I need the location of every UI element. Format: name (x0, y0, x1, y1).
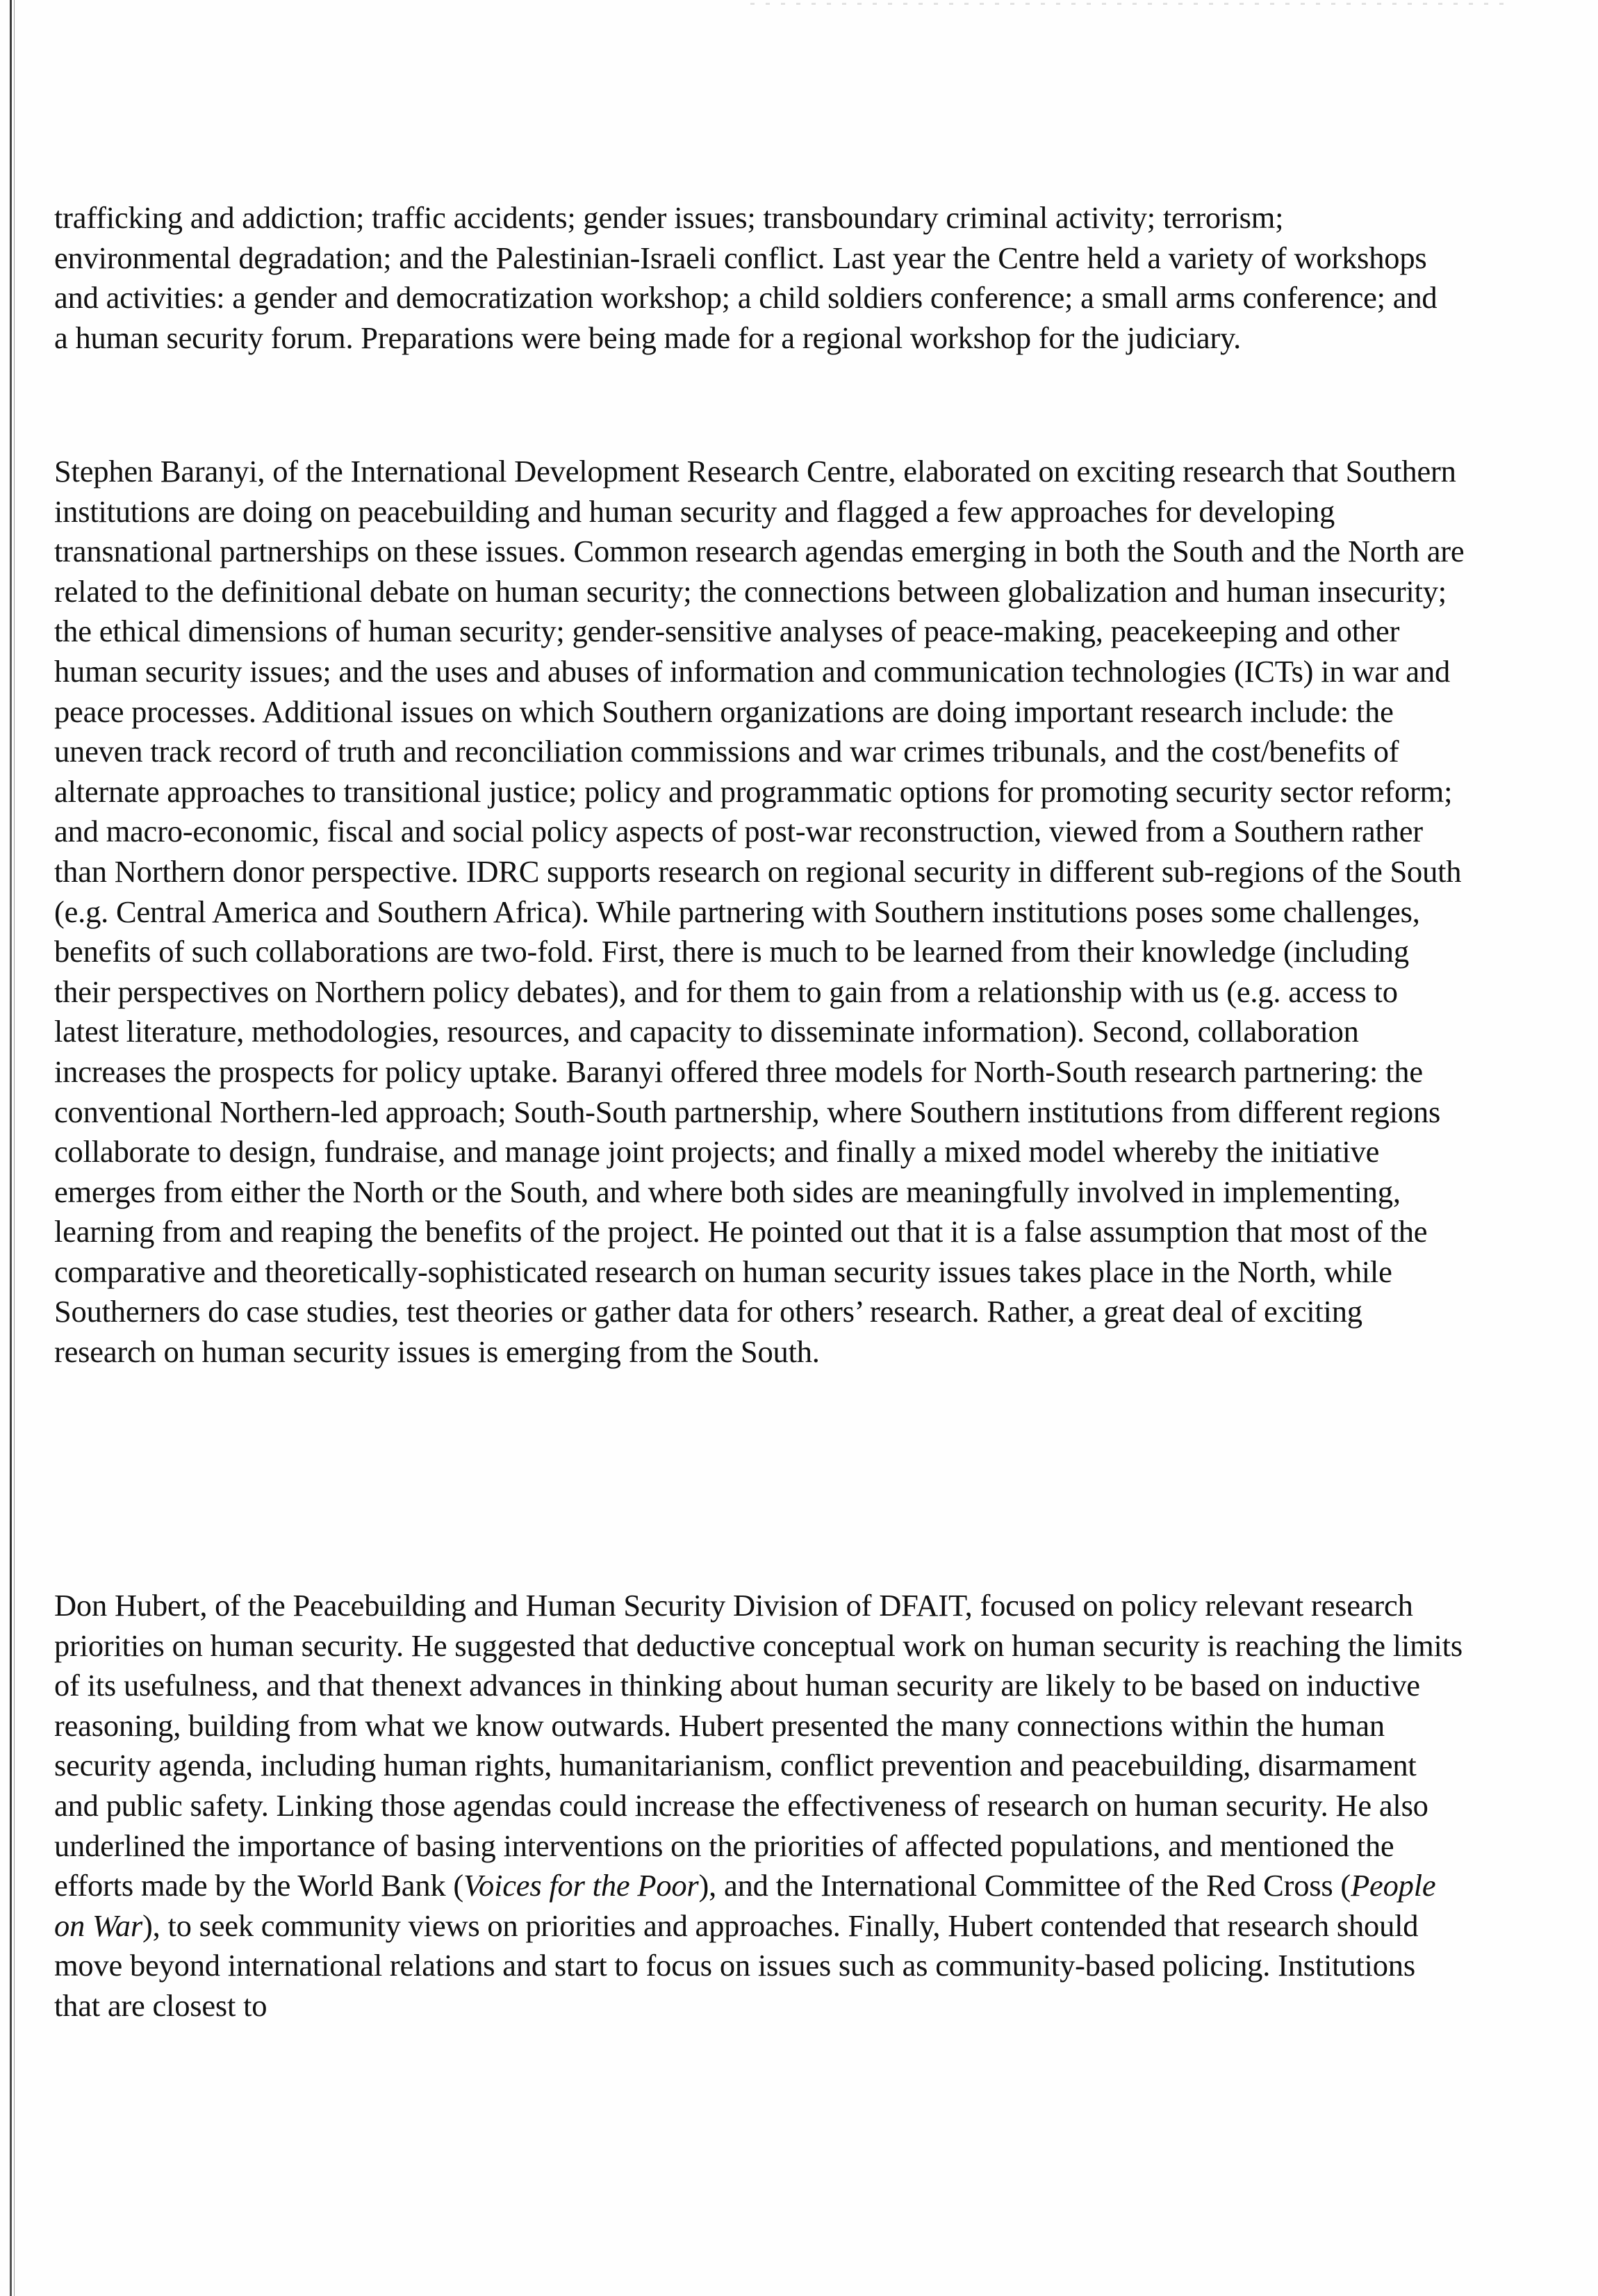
paragraph-centre-activities (54, 198, 1451, 358)
scan-binding-edge (10, 0, 12, 2296)
paragraph-hubert (54, 1586, 1465, 2026)
scan-noise (750, 3, 1515, 5)
paragraph-text: ), and the International Committee of the Red Cross ( (698, 1868, 1351, 1903)
paragraph-baranyi (54, 452, 1465, 1372)
paragraph-text: ), to seek community views on priorities and approaches. Finally, Hubert contended that research should move beyond international relations and start to focus on issues such as community-based policing. Institutions that are closest to (54, 1908, 1419, 2023)
paragraph-text: trafficking and addiction; traffic accidents; gender issues; transboundary criminal activity; terrorism; environmental degradation; and the Palestinian-Israeli conflict. Last year the Centre held a variety of workshops and activities: a gender and democratization workshop; a child soldiers conference; a small arms conference; and a human security forum. Preparations were being made for a regional workshop for the judiciary. (54, 200, 1438, 355)
paragraph-text: Don Hubert, of the Peacebuilding and Human Security Division of DFAIT, focused on policy relevant research priorities on human security. He suggested that deductive conceptual work on human security is reaching the limits of its usefulness, and that thenext advances in thinking about human security are likely to be based on inductive reasoning, building from what we know outwards. Hubert presented the many connections within the human security agenda, including human rights, humanitarianism, conflict prevention and peacebuilding, disarmament and public safety. Linking those agendas could increase the effectiveness of research on human security. He also underlined the importance of basing interventions on the priorities of affected populations, and mentioned the efforts made by the World Bank ( (54, 1588, 1463, 1903)
scan-binding-edge-inner (14, 0, 15, 2296)
paragraph-text: Stephen Baranyi, of the International Development Research Centre, elaborated on exciting research that Southern institutions are doing on peacebuilding and human security and flagged a few approaches for developing transnational partnerships on these issues. Common research agendas emerging in both the South and the North are related to the definitional debate on human security; the connections between globalization and human insecurity; the ethical dimensions of human security; gender-sensitive analyses of peace-making, peacekeeping and other human security issues; and the uses and abuses of information and communication technologies (ICTs) in war and peace processes. Additional issues on which Southern organizations are doing important research include: the uneven track record of truth and reconciliation commissions and war crimes tribunals, and the cost/benefits of alternate approaches to transitional justice; policy and programmatic options for promoting security sector reform; and macro-economic, fiscal and social policy aspects of post-war reconstruction, viewed from a Southern rather than Northern donor perspective. IDRC supports research on regional security in different sub-regions of the South (e.g. Central America and Southern Africa). While partnering with Southern institutions poses some challenges, benefits of such collaborations are two-fold. First, there is much to be learned from their knowledge (including their perspectives on Northern policy debates), and for them to gain from a relationship with us (e.g. access to latest literature, methodologies, resources, and capacity to disseminate information). Second, collaboration increases the prospects for policy uptake. Baranyi offered three models for North-South research partnering: the conventional Northern-led approach; South-South partnership, where Southern institutions from different regions collaborate to design, fundraise, and manage joint projects; and finally a mixed model whereby the initiative emerges from either the North or the South, and where both sides are meaningfully involved in implementing, learning from and reaping the benefits of the project. He pointed out that it is a false assumption that most of the comparative and theoretically-sophisticated research on human security issues takes place in the North, while Southerners do case studies, test theories or gather data for others’ research. Rather, a great deal of exciting research on human security issues is emerging from the South. (54, 454, 1465, 1370)
italic-title-people-on-war: People on War (54, 1868, 1436, 1943)
italic-title-voices-for-the-poor: Voices for the Poor (463, 1868, 699, 1903)
